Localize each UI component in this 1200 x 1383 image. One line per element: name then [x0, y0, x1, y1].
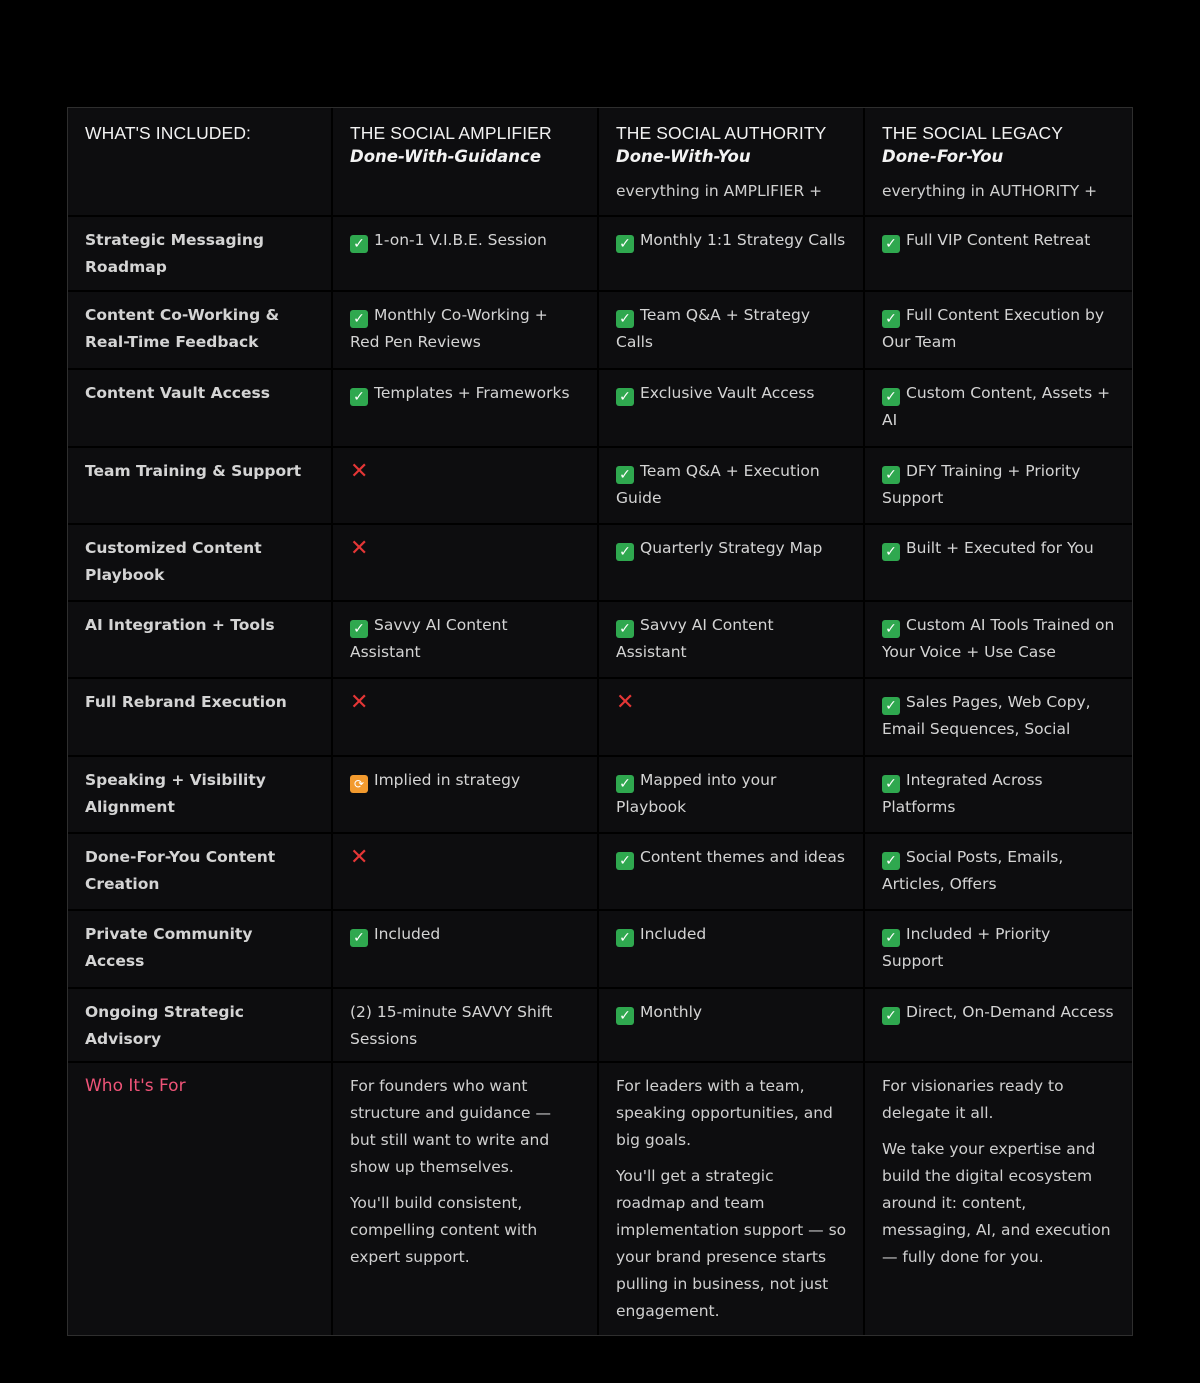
feature-value: Implied in strategy — [374, 771, 521, 789]
tier-note: everything in AUTHORITY + — [882, 182, 1098, 200]
feature-cell — [865, 602, 1132, 679]
check-icon: ✓ — [616, 929, 634, 947]
cross-icon: ✕ — [350, 690, 369, 715]
check-icon: ✓ — [882, 852, 900, 870]
feature-cell — [865, 757, 1132, 834]
check-icon: ✓ — [616, 388, 634, 406]
feature-value: Included — [640, 925, 707, 943]
feature-value: Custom AI Tools Trained on Your Voice + Use Case — [882, 616, 1115, 661]
audience-paragraph: We take your expertise and build the digital ecosystem around it: content, messaging, AI, and execution — fully done for you. — [882, 1140, 1111, 1266]
header-included — [68, 108, 333, 217]
feature-cell — [333, 448, 599, 525]
feature-value: Monthly 1:1 Strategy Calls — [640, 231, 846, 249]
audience-paragraph: For leaders with a team, speaking opportunities, and big goals. — [616, 1077, 833, 1149]
feature-value: Integrated Across Platforms — [882, 771, 1043, 816]
check-icon: ✓ — [882, 929, 900, 947]
feature-cell — [599, 989, 865, 1063]
check-icon: ✓ — [616, 775, 634, 793]
feature-value: Built + Executed for You — [906, 539, 1094, 557]
feature-cell — [599, 911, 865, 989]
check-icon: ✓ — [882, 775, 900, 793]
feature-cell — [865, 448, 1132, 525]
feature-label: Strategic Messaging Roadmap — [68, 217, 333, 292]
header-tier-authority — [599, 108, 865, 217]
feature-cell — [333, 602, 599, 679]
check-icon: ✓ — [882, 235, 900, 253]
audience-description — [865, 1063, 1132, 1335]
feature-label: Team Training & Support — [68, 448, 333, 525]
feature-value: Custom Content, Assets + AI — [882, 384, 1111, 429]
feature-cell — [333, 989, 599, 1063]
audience-paragraph: For founders who want structure and guidance — but still want to write and show up themselves. — [350, 1077, 551, 1176]
check-icon: ✓ — [616, 1007, 634, 1025]
feature-cell — [333, 757, 599, 834]
audience-description — [599, 1063, 865, 1335]
feature-value: Included + Priority Support — [882, 925, 1051, 970]
cross-icon: ✕ — [350, 845, 369, 870]
check-icon: ✓ — [616, 466, 634, 484]
audience-paragraph: You'll get a strategic roadmap and team implementation support — so your brand presence starts pulling in business, not just engagement. — [616, 1167, 847, 1320]
feature-value: Team Q&A + Strategy Calls — [616, 306, 811, 351]
feature-cell — [865, 834, 1132, 911]
loop-icon: ⟳ — [350, 775, 368, 793]
feature-cell — [599, 679, 865, 757]
cross-icon: ✕ — [350, 459, 369, 484]
feature-cell — [333, 679, 599, 757]
feature-cell — [865, 911, 1132, 989]
check-icon: ✓ — [882, 620, 900, 638]
feature-value: Monthly — [640, 1003, 703, 1021]
check-icon: ✓ — [616, 310, 634, 328]
comparison-table — [67, 107, 1133, 1336]
check-icon: ✓ — [350, 388, 368, 406]
check-icon: ✓ — [350, 310, 368, 328]
feature-cell — [599, 757, 865, 834]
feature-value: Quarterly Strategy Map — [640, 539, 823, 557]
feature-value: Mapped into your Playbook — [616, 771, 777, 816]
feature-cell — [333, 911, 599, 989]
feature-cell — [865, 989, 1132, 1063]
feature-label: Content Co-Working & Real-Time Feedback — [68, 292, 333, 370]
feature-cell — [333, 525, 599, 602]
check-icon: ✓ — [616, 543, 634, 561]
feature-value: 1-on-1 V.I.B.E. Session — [374, 231, 547, 249]
feature-value: Exclusive Vault Access — [640, 384, 815, 402]
who-its-for-label: Who It's For — [85, 1076, 186, 1096]
feature-value: Social Posts, Emails, Articles, Offers — [882, 848, 1064, 893]
feature-value: Savvy AI Content Assistant — [616, 616, 774, 661]
cross-icon: ✕ — [350, 536, 369, 561]
check-icon: ✓ — [616, 620, 634, 638]
check-icon: ✓ — [882, 310, 900, 328]
tier-note: everything in AMPLIFIER + — [616, 182, 823, 200]
feature-value: Full Content Execution by Our Team — [882, 306, 1105, 351]
included-heading: WHAT'S INCLUDED: — [85, 123, 252, 143]
feature-value: Content themes and ideas — [640, 848, 845, 866]
feature-label: Ongoing Strategic Advisory — [68, 989, 333, 1063]
feature-label: Done-For-You Content Creation — [68, 834, 333, 911]
feature-cell — [599, 834, 865, 911]
feature-value: (2) 15-minute SAVVY Shift Sessions — [350, 1003, 553, 1048]
feature-cell — [865, 679, 1132, 757]
check-icon: ✓ — [616, 235, 634, 253]
tier-mode: Done-With-You — [616, 147, 751, 166]
feature-cell — [333, 217, 599, 292]
feature-label: Customized Content Playbook — [68, 525, 333, 602]
tier-mode: Done-For-You — [882, 147, 1004, 166]
feature-label: Speaking + Visibility Alignment — [68, 757, 333, 834]
check-icon: ✓ — [882, 543, 900, 561]
feature-label: Content Vault Access — [68, 370, 333, 448]
feature-cell — [333, 834, 599, 911]
feature-cell — [599, 525, 865, 602]
feature-cell — [865, 525, 1132, 602]
feature-cell — [865, 217, 1132, 292]
feature-value: Sales Pages, Web Copy, Email Sequences, Social — [882, 693, 1091, 738]
feature-value: DFY Training + Priority Support — [882, 462, 1081, 507]
feature-cell — [333, 292, 599, 370]
feature-cell — [333, 370, 599, 448]
cross-icon: ✕ — [616, 690, 635, 715]
feature-cell — [599, 217, 865, 292]
check-icon: ✓ — [882, 388, 900, 406]
audience-description — [333, 1063, 599, 1335]
feature-cell — [599, 602, 865, 679]
audience-paragraph: You'll build consistent, compelling content with expert support. — [350, 1194, 538, 1266]
feature-cell — [865, 370, 1132, 448]
tier-name: THE SOCIAL AUTHORITY — [616, 123, 827, 143]
feature-label: Private Community Access — [68, 911, 333, 989]
header-tier-legacy — [865, 108, 1132, 217]
tier-name: THE SOCIAL LEGACY — [882, 123, 1063, 143]
check-icon: ✓ — [350, 235, 368, 253]
feature-value: Direct, On-Demand Access — [906, 1003, 1114, 1021]
feature-cell — [865, 292, 1132, 370]
feature-value: Included — [374, 925, 441, 943]
check-icon: ✓ — [882, 697, 900, 715]
feature-label: AI Integration + Tools — [68, 602, 333, 679]
tier-name: THE SOCIAL AMPLIFIER — [350, 123, 552, 143]
check-icon: ✓ — [882, 1007, 900, 1025]
feature-label: Full Rebrand Execution — [68, 679, 333, 757]
check-icon: ✓ — [616, 852, 634, 870]
feature-value: Team Q&A + Execution Guide — [616, 462, 820, 507]
header-tier-amplifier — [333, 108, 599, 217]
feature-value: Full VIP Content Retreat — [906, 231, 1091, 249]
audience-paragraph: For visionaries ready to delegate it all. — [882, 1077, 1064, 1122]
feature-cell — [599, 448, 865, 525]
feature-cell — [599, 292, 865, 370]
tier-mode: Done-With-Guidance — [350, 147, 542, 166]
feature-cell — [599, 370, 865, 448]
feature-value: Savvy AI Content Assistant — [350, 616, 508, 661]
check-icon: ✓ — [350, 929, 368, 947]
feature-value: Templates + Frameworks — [374, 384, 570, 402]
check-icon: ✓ — [350, 620, 368, 638]
check-icon: ✓ — [882, 466, 900, 484]
feature-value: Monthly Co-Working + Red Pen Reviews — [350, 306, 548, 351]
who-its-for-cell — [68, 1063, 333, 1335]
